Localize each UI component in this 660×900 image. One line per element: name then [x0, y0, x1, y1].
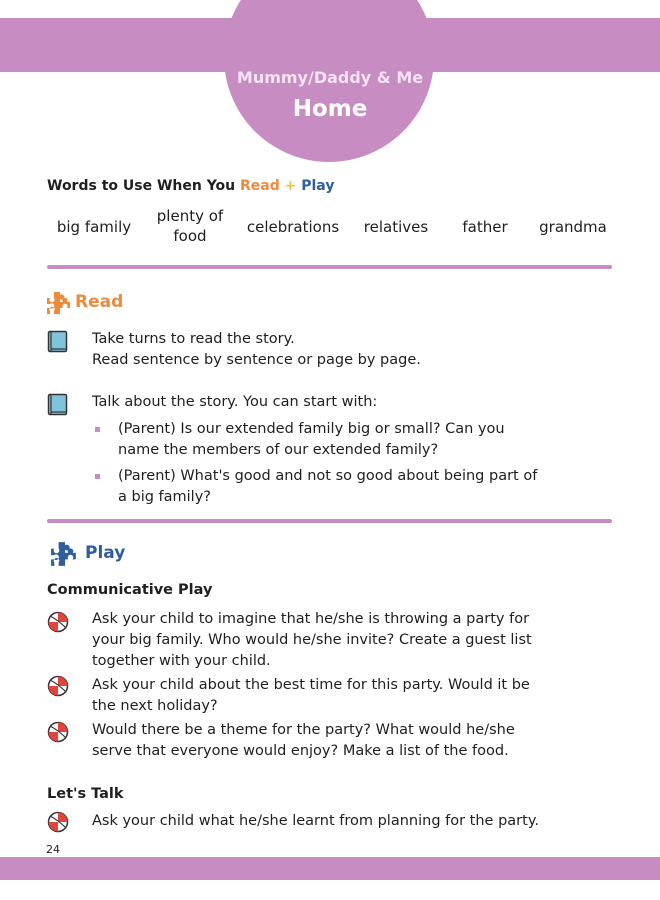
- words-heading-plus: +: [279, 178, 302, 194]
- header-subtitle: Mummy/Daddy & Me: [236, 68, 424, 87]
- word-item: father: [462, 218, 508, 236]
- words-heading-play: Play: [301, 178, 335, 194]
- beach-ball-icon: [47, 611, 69, 637]
- word-item: relatives: [363, 218, 429, 236]
- word-item: plenty of food: [156, 207, 224, 245]
- puzzle-piece-icon: [46, 290, 72, 320]
- page-number: 24: [46, 843, 60, 856]
- words-heading-read: Read: [240, 178, 280, 194]
- divider: [47, 519, 612, 523]
- word-item: big family: [56, 218, 132, 236]
- play-activity-2: Ask your child about the best time for this party. Would it be the next holiday?: [92, 677, 530, 714]
- book-icon: [47, 330, 69, 358]
- lets-talk-activity: Ask your child what he/she learnt from planning for the party.: [92, 813, 539, 829]
- read-instruction-2: Talk about the story. You can start with:: [92, 394, 378, 410]
- beach-ball-icon: [47, 675, 69, 701]
- divider: [47, 265, 612, 269]
- play-activity-3: Would there be a theme for the party? What would he/she serve that everyone would enjoy? Make a list of the food.: [92, 722, 515, 759]
- section-title-read: Read: [75, 292, 124, 312]
- play-activity-1: Ask your child to imagine that he/she is throwing a party for your big family. Who would he/she invite? Create a guest list together with your child.: [92, 611, 532, 669]
- word-item: celebrations: [246, 218, 340, 236]
- footer-band: [0, 857, 660, 880]
- puzzle-piece-icon: [50, 540, 78, 572]
- beach-ball-icon: [47, 721, 69, 747]
- beach-ball-icon: [47, 811, 69, 837]
- bullet-marker: [95, 474, 100, 479]
- section-title-play: Play: [85, 543, 126, 563]
- read-question-2: (Parent) What's good and not so good about being part of a big family?: [118, 468, 538, 505]
- words-heading-prefix: Words to Use When You: [47, 178, 241, 194]
- word-item: grandma: [539, 218, 607, 236]
- communicative-play-heading: Communicative Play: [47, 582, 213, 598]
- read-question-1: (Parent) Is our extended family big or small? Can you name the members of our extended family?: [118, 421, 505, 458]
- book-icon: [47, 393, 69, 421]
- bullet-marker: [95, 427, 100, 432]
- page-title: Home: [292, 96, 368, 122]
- lets-talk-heading: Let's Talk: [47, 786, 124, 802]
- read-instruction-1: Take turns to read the story. Read sentence by sentence or page by page.: [92, 331, 421, 368]
- words-heading: [47, 178, 334, 194]
